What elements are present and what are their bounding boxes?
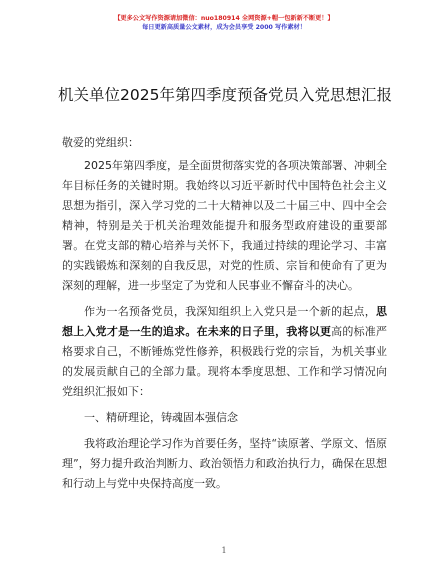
document-title: 机关单位2025年第四季度预备党员入党思想汇报	[58, 86, 392, 104]
greeting: 敬爱的党组织：	[62, 136, 139, 149]
paragraph-commitment	[62, 302, 387, 402]
paragraph-intro	[62, 156, 387, 296]
paragraph-commitment-text-b: 高的标准严格要求自己，不断锤炼党性修养，积极践行党的宗旨，为机关事业的发展贡献自己的全部力量。现将本季度思想、工作和学习情况向党组织汇报如下：	[62, 325, 388, 398]
banner-line-update: 每日更新高质量公文素材，成为会员享受 2000 写作素材！	[142, 24, 306, 31]
document-body	[62, 133, 387, 500]
paragraph-theory: 我将政治理论学习作为首要任务，坚持“读原著、学原文、悟原理”，努力提升政治判断力、政治领悟力和政治执行力，确保在思想和行动上与党中央保持高度一致。	[62, 437, 387, 490]
paragraph-commitment-bold-2: 在未来的日子里，我将以更	[196, 325, 332, 338]
section-heading-theory: 一、精研理论，铸魂固本强信念	[84, 411, 238, 424]
paragraph-commitment-bold-1: 思想上入党才是一生的追求。	[62, 305, 387, 338]
paragraph-intro-year: 2025	[84, 159, 112, 172]
paragraph-intro-text: 年第四季度，是全面贯彻落实党的各项决策部署、冲刺全年目标任务的关键时期。我始终以习近平新时代中国特色社会主义思想为指引，深入学习党的二十大精神以及二十届三中、四中全会精神，特别是关于机关治理效能提升和服务型政府建设的重要部署。在党支部的精心培养与关怀下，我通过持续的理论学习、丰富的实践锻炼和深刻的自我反思，对党的性质、宗旨和使命有了更为深刻的理解，进一步坚定了为党和人民事业不懈奋斗的决心。	[62, 159, 387, 292]
promo-banner	[0, 14, 448, 32]
page-number: 1	[221, 546, 227, 555]
paragraph-commitment-text-a: 作为一名预备党员，我深知组织上入党只是一个新的起点，	[84, 305, 376, 318]
banner-line-promo: 【更多公文写作资源请加微信：nuo180914 全网资源+帽一包新新不断更！】	[114, 15, 334, 22]
